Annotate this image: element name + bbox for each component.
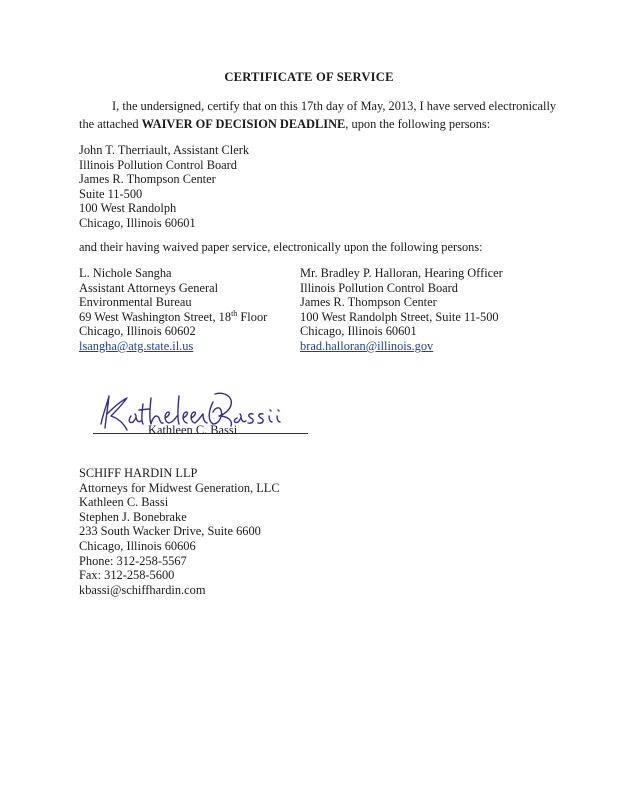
left-recipient-block (79, 266, 267, 354)
firm-phone: Phone: 312-258-5567 (79, 553, 187, 568)
firm-role: Attorneys for Midwest Generation, LLC (79, 480, 280, 495)
recipient-organization: Illinois Pollution Control Board (300, 280, 458, 295)
recipient-name: L. Nichole Sangha (79, 266, 172, 280)
recipient-name: Mr. Bradley P. Halloran, Hearing Officer (300, 266, 503, 280)
intro-text-end: , upon the following persons: (345, 116, 491, 131)
certification-paragraph (79, 98, 559, 133)
clerk-line: John T. Therriault, Assistant Clerk (79, 143, 250, 157)
recipient-city: Chicago, Illinois 60601 (300, 324, 417, 339)
clerk-address-block (79, 143, 249, 231)
right-recipient-block (300, 266, 503, 354)
intro-text: I, the undersigned, certify that on this 17th day of May, 2013, I have served electronically the attached (79, 99, 557, 131)
signature-block (93, 386, 318, 438)
recipient-street: 100 West Randolph Street, Suite 11-500 (300, 309, 499, 324)
recipient-title: Assistant Attorneys General (79, 280, 219, 295)
document-title: CERTIFICATE OF SERVICE (224, 70, 394, 84)
recipient-street: 69 West Washington Street, 18th Floor (79, 308, 268, 324)
firm-block (79, 466, 280, 597)
signer-printed-name: Kathleen C. Bassi (148, 423, 238, 437)
clerk-line: Suite 11-500 (79, 186, 143, 201)
recipient-email-link[interactable]: brad.halloran@illinois.gov (300, 338, 434, 353)
recipient-building: James R. Thompson Center (300, 295, 437, 310)
document-name: WAIVER OF DECISION DEADLINE (141, 116, 346, 131)
recipient-city: Chicago, Illinois 60602 (79, 324, 196, 339)
recipient-department: Environmental Bureau (79, 295, 192, 310)
firm-email: kbassi@schiffhardin.com (79, 582, 206, 597)
clerk-line: 100 West Randolph (79, 201, 177, 216)
attorney-name: Kathleen C. Bassi (79, 495, 169, 510)
clerk-line: James R. Thompson Center (79, 172, 216, 187)
recipient-email-link[interactable]: lsangha@atg.state.il.us (79, 338, 194, 353)
attorney-name: Stephen J. Bonebrake (79, 509, 187, 524)
firm-street: 233 South Wacker Drive, Suite 6600 (79, 524, 261, 539)
waived-service-text: and their having waived paper service, electronically upon the following persons: (79, 240, 483, 254)
firm-fax: Fax: 312-258-5600 (79, 568, 175, 583)
firm-city: Chicago, Illinois 60606 (79, 538, 196, 553)
clerk-line: Illinois Pollution Control Board (79, 157, 237, 172)
clerk-line: Chicago, Illinois 60601 (79, 215, 196, 230)
firm-name: SCHIFF HARDIN LLP (79, 466, 198, 480)
